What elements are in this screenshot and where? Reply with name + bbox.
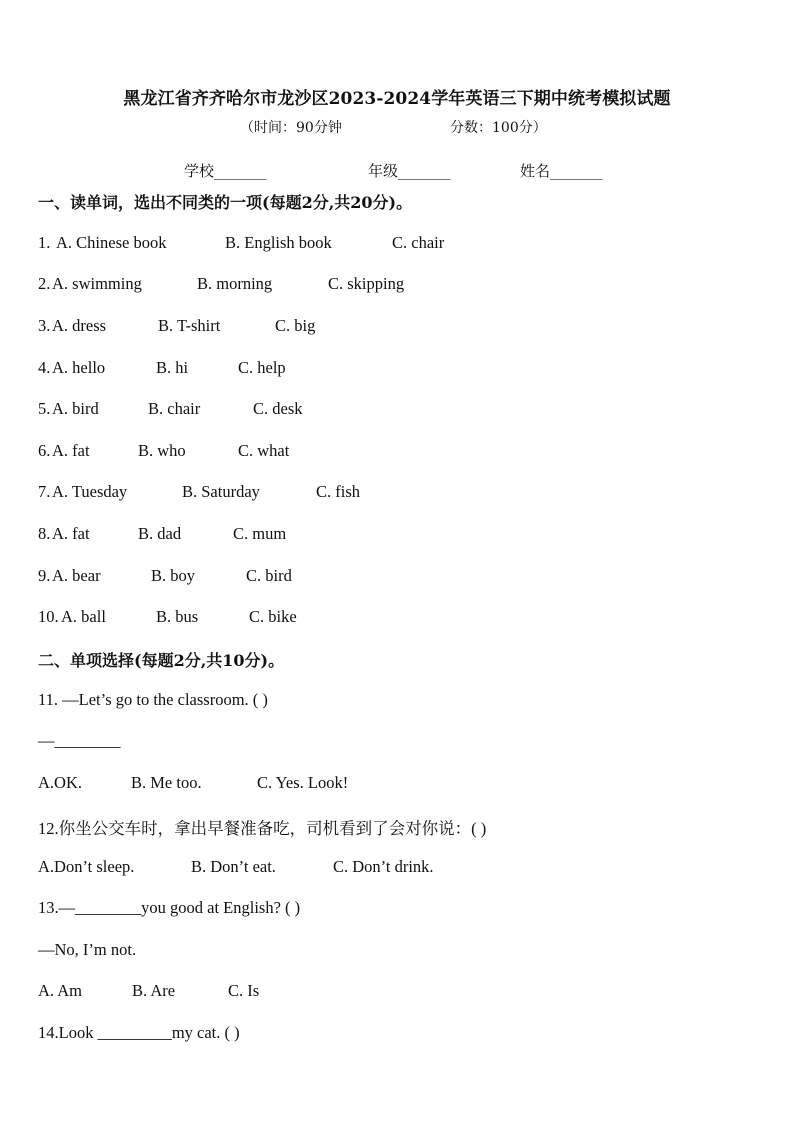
option-c: C. skipping <box>328 274 405 293</box>
option-a: A. bear <box>52 566 101 585</box>
option-b: B. who <box>138 441 186 460</box>
section-1-heading: 一、读单词，选出不同类的一项(每题2分,共20分)。 <box>38 193 413 212</box>
question-13-stem: 13.—________you good at English? ( ) <box>38 898 301 917</box>
question-number: 2. <box>38 274 51 293</box>
option-b: B. English book <box>225 233 332 252</box>
school-field: 学校_______ <box>184 162 267 180</box>
option-a: A. bird <box>52 399 99 418</box>
option-c: C. chair <box>392 233 445 252</box>
option-c: C. bike <box>249 607 297 626</box>
question-14-stem: 14.Look _________my cat. ( ) <box>38 1023 240 1042</box>
question-12-text: 12.你坐公交车时，拿出早餐准备吃，司机看到了会对你说：( ) <box>38 819 487 838</box>
option-c: C. Yes. Look! <box>257 773 349 792</box>
option-b: B. T-shirt <box>158 316 221 335</box>
grade-field: 年级_______ <box>368 162 451 180</box>
exam-title: 黑龙江省齐齐哈尔市龙沙区2023-2024学年英语三下期中统考模拟试题 <box>123 89 671 109</box>
option-c: C. big <box>275 316 316 335</box>
option-a: A. hello <box>52 358 106 377</box>
section-2-heading: 二、单项选择(每题2分,共10分)。 <box>38 651 285 670</box>
option-b: B. dad <box>138 524 182 543</box>
option-c: C. bird <box>246 566 292 585</box>
question-13-answer-line: —No, I’m not. <box>38 940 137 959</box>
option-c: C. Is <box>228 981 260 1000</box>
exam-info <box>0 117 794 137</box>
option-b: B. bus <box>156 607 199 626</box>
question-number: 7. <box>38 482 51 501</box>
option-c: C. fish <box>316 482 361 501</box>
option-a: A.OK. <box>38 773 82 792</box>
option-c: C. help <box>238 358 286 377</box>
question-number: 8. <box>38 524 51 543</box>
total-score: 分数：100分） <box>450 120 547 136</box>
student-info-row <box>0 160 794 182</box>
option-a: A. dress <box>52 316 107 335</box>
question-number: 9. <box>38 566 51 585</box>
option-a: A. Am <box>38 981 83 1000</box>
option-c: C. Don’t drink. <box>333 857 434 876</box>
question-number: 10. <box>38 607 59 626</box>
question-11-stem: 11. —Let’s go to the classroom. ( ) <box>38 690 268 709</box>
question-number: 5. <box>38 399 51 418</box>
option-b: B. boy <box>151 566 196 585</box>
time-limit: （时间：90分钟 <box>240 120 342 136</box>
question-number: 4. <box>38 358 51 377</box>
option-b: B. Are <box>132 981 176 1000</box>
option-a: A. fat <box>52 524 90 543</box>
option-a: A.Don’t sleep. <box>38 857 135 876</box>
name-field: 姓名_______ <box>520 162 603 180</box>
question-12-stem <box>38 815 486 839</box>
option-b: B. Saturday <box>182 482 260 501</box>
option-c: C. mum <box>233 524 287 543</box>
option-b: B. chair <box>148 399 201 418</box>
option-c: C. what <box>238 441 290 460</box>
option-b: B. hi <box>156 358 189 377</box>
option-a: A. swimming <box>52 274 142 293</box>
question-11-answer-line: —________ <box>38 731 121 750</box>
option-a: A. Tuesday <box>52 482 128 501</box>
option-c: C. desk <box>253 399 303 418</box>
option-b: B. Don’t eat. <box>191 857 276 876</box>
option-b: B. morning <box>197 274 273 293</box>
option-a: A. fat <box>52 441 90 460</box>
question-number: 3. <box>38 316 51 335</box>
question-number: 6. <box>38 441 51 460</box>
option-a: A. ball <box>61 607 106 626</box>
option-b: B. Me too. <box>131 773 202 792</box>
question-number: 1. <box>38 233 51 252</box>
option-a: A. Chinese book <box>56 233 167 252</box>
